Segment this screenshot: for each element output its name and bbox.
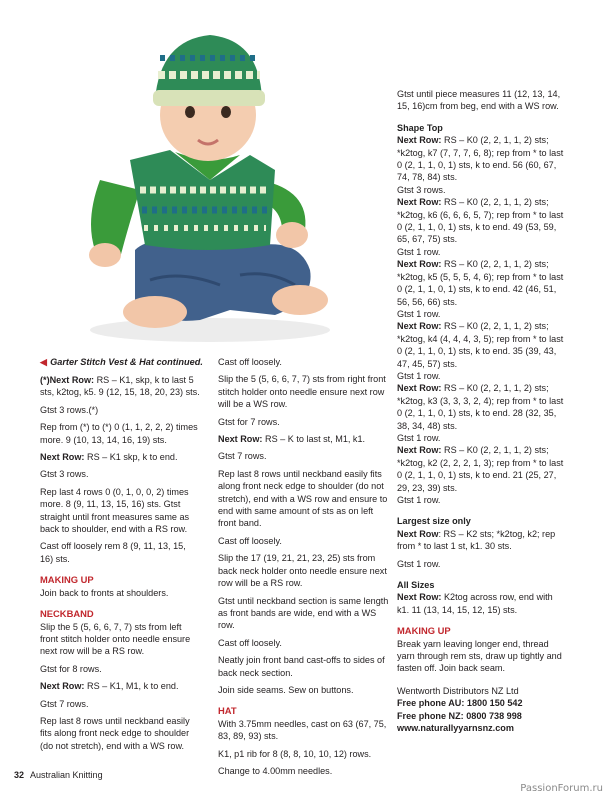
contact-block [397, 685, 567, 735]
column-2: Cast off loosely. Slip the 5 (5, 6, 6, 7, 7) sts from right front stitch holder onto needle ensure next row will be a WS row. Gtst for 7 rows. Next Row: RS – K to last st, M1, k1. Gtst 7 rows. Rep last 8 rows until neckband easily fits along front neck edge to shoulder (do not stretch), end with a WS row and ensure to end with same amount of sts as on left front band. Cast off loosely. Slip the 17 (19, 21, 21, 23, 25) sts from back neck holder onto needle ensure next row will be a RS row. Gtst until neckband section is same length as front bands are wide, end with a WS row. Cast off loosely. Neatly join front band cast-offs to sides of back neck section. Join side seams. Sew on buttons. HAT With 3.75mm needles, cast on 63 (67, 75, 83, 89, 93) sts. K1, p1 rib for 8 (8, 8, 10, 10, 12) rows. Change to 4.00mm needles. [218, 357, 389, 776]
shape-row: Next Row: RS – K0 (2, 2, 1, 1, 2) sts; *k2tog, k3 (3, 3, 3, 2, 4); rep from * to last 0 (2, 1, 1, 0, 1) sts, k to end. 28 (32, 35, 38, 34, 48) sts. [397, 383, 564, 431]
section-heading: MAKING UP [40, 574, 94, 586]
shape-row: Next Row: RS – K0 (2, 2, 1, 1, 2) sts; *k2tog, k2 (2, 2, 2, 1, 3); rep from * to last 0 (2, 1, 1, 0, 1) sts, k to end. 21 (25, 27, 29, 23, 39) sts. [397, 445, 564, 493]
shape-row-after: Gtst 1 row. [397, 495, 441, 505]
shape-row: Next Row: RS – K0 (2, 2, 1, 1, 2) sts; *k2tog, k7 (7, 7, 7, 6, 8); rep from * to last 0 (2, 1, 1, 0, 1) sts, k to end. 56 (60, 67, 74, 78, 84) sts. [397, 135, 564, 183]
page-number: 32 [14, 770, 25, 780]
shape-row: Next Row: RS – K0 (2, 2, 1, 1, 2) sts; *k2tog, k4 (4, 4, 4, 3, 5); rep from * to last 0 (2, 1, 1, 0, 1) sts, k to end. 35 (39, 43, 47, 45, 57) sts. [397, 321, 564, 369]
shape-row: Next Row: RS – K0 (2, 2, 1, 1, 2) sts; *k2tog, k6 (6, 6, 6, 5, 7); rep from * to last 0 (2, 1, 1, 0, 1) sts, k to end. 49 (53, 59, 65, 67, 75) sts. [397, 197, 564, 245]
shape-top-rows [397, 134, 567, 506]
figure-caption: ◀ Garter Stitch Vest & Hat continued. [40, 357, 203, 367]
baby-photo [60, 30, 360, 350]
triangle-icon: ◀ [40, 357, 48, 367]
page-footer [14, 770, 103, 780]
section-heading: Shape Top [397, 122, 443, 133]
shape-row-after: Gtst 1 row. [397, 246, 441, 257]
shape-row-after: Gtst 3 rows. [397, 184, 446, 195]
section-heading: Largest size only [397, 516, 471, 527]
column-1: (*)Next Row: RS – K1, skp, k to last 5 sts, k2tog, k5. 9 (12, 15, 18, 20, 23) sts. Gtst 3 rows.(*) Rep from (*) to (*) 0 (1, 1, 2, 2, 2) times more. 9 (10, 13, 14, 16, 19) sts. Next Row: RS – K1 skp, k to end. Gtst 3 rows. Rep last 4 rows 0 (0, 1, 0, 0, 2) times more. 8 (9, 11, 13, 15, 16) sts. Gtst straight until front measures same as back to shoulder, end with a RS row. Cast off loosely rem 8 (9, 11, 13, 15, 16) sts. MAKING UP Join back to fronts at shoulders. NECKBAND Slip the 5 (5, 6, 6, 7, 7) sts from left front stitch holder onto needle ensure next row will be a RS row. Gtst for 8 rows. Next Row: RS – K1, M1, k to end. Gtst 7 rows. Rep last 8 rows until neckband easily fits along front neck edge to shoulder (do not stretch), end with a WS row. [40, 375, 200, 751]
section-heading: All Sizes [397, 580, 435, 591]
phone-nz: Free phone NZ: 0800 738 998 [397, 710, 522, 721]
section-heading: NECKBAND [40, 608, 94, 620]
phone-au: Free phone AU: 1800 150 542 [397, 698, 523, 709]
section-heading: MAKING UP [397, 625, 451, 637]
shape-row-after: Gtst 1 row. [397, 308, 441, 319]
magazine-title: Australian Knitting [30, 770, 103, 780]
watermark: PassionForum.ru [520, 783, 603, 794]
section-heading: HAT [218, 705, 237, 717]
website-link[interactable]: www.naturallyyarnsnz.com [397, 723, 514, 734]
shape-row: Next Row: RS – K0 (2, 2, 1, 1, 2) sts; *k2tog, k5 (5, 5, 5, 4, 6); rep from * to last 0 (2, 1, 1, 0, 1) sts, k to end. 42 (46, 51, 56, 56, 66) sts. [397, 259, 564, 307]
contact-name: Wentworth Distributors NZ Ltd [397, 685, 519, 696]
shape-row-after: Gtst 1 row. [397, 432, 441, 443]
shape-row-after: Gtst 1 row. [397, 370, 441, 381]
column-3: Gtst until piece measures 11 (12, 13, 14, 15, 16)cm from beg, end with a WS row. Shape Top Next Row: RS – K0 (2, 2, 1, 1, 2) sts; *k2tog, k7 (7, 7, 7, 6, 8); rep from * to last 0 (2, 1, 1, 0, 1) sts, k to end. 56 (60, 67, 74, 78, 84) sts. Gtst 3 rows. Next Row: RS – K0 (2, 2, 1, 1, 2) sts; *k2tog, k6 (6, 6, 6, 5, 7); rep from * to last 0 (2, 1, 1, 0, 1) sts, k to end. 49 (53, 59, 65, 67, 75) sts. Gtst 1 row. Next Row: RS – K0 (2, 2, 1, 1, 2) sts; *k2tog, k5 (5, 5, 5, 4, 6); rep from * to last 0 (2, 1, 1, 0, 1) sts, k to end. 42 (46, 51, 56, 56, 66) sts. Gtst 1 row. Next Row: RS – K0 (2, 2, 1, 1, 2) sts; *k2tog, k4 (4, 4, 4, 3, 5); rep from * to last 0 (2, 1, 1, 0, 1) sts, k to end. 35 (39, 43, 47, 45, 57) sts. Gtst 1 row. Next Row: RS – K0 (2, 2, 1, 1, 2) sts; *k2tog, k3 (3, 3, 3, 2, 4); rep from * to last 0 (2, 1, 1, 0, 1) sts, k to end. 28 (32, 35, 38, 34, 48) sts. Gtst 1 row. Next Row: RS – K0 (2, 2, 1, 1, 2) sts; *k2tog, k2 (2, 2, 2, 1, 3); rep from * to last 0 (2, 1, 1, 0, 1) sts, k to end. 21 (25, 27, 29, 23, 39) sts. Gtst 1 row. Largest size only Next Row: RS – K2 sts; *k2tog, k2; rep from * to last 1 st, k1. 30 sts. Gtst 1 row. All Sizes Next Row: K2tog across row, end with k1. 11 (13, 14, 15, 12, 15) sts. MAKING UP Break yarn leaving longer end, thread yarn through rem sts, draw up tightly and fasten off. Join back seam. Wentworth Distributors NZ Ltd Free phone AU: 1800 150 542 Free phone NZ: 0800 738 998 www.naturallyyarnsnz.com [397, 88, 567, 735]
